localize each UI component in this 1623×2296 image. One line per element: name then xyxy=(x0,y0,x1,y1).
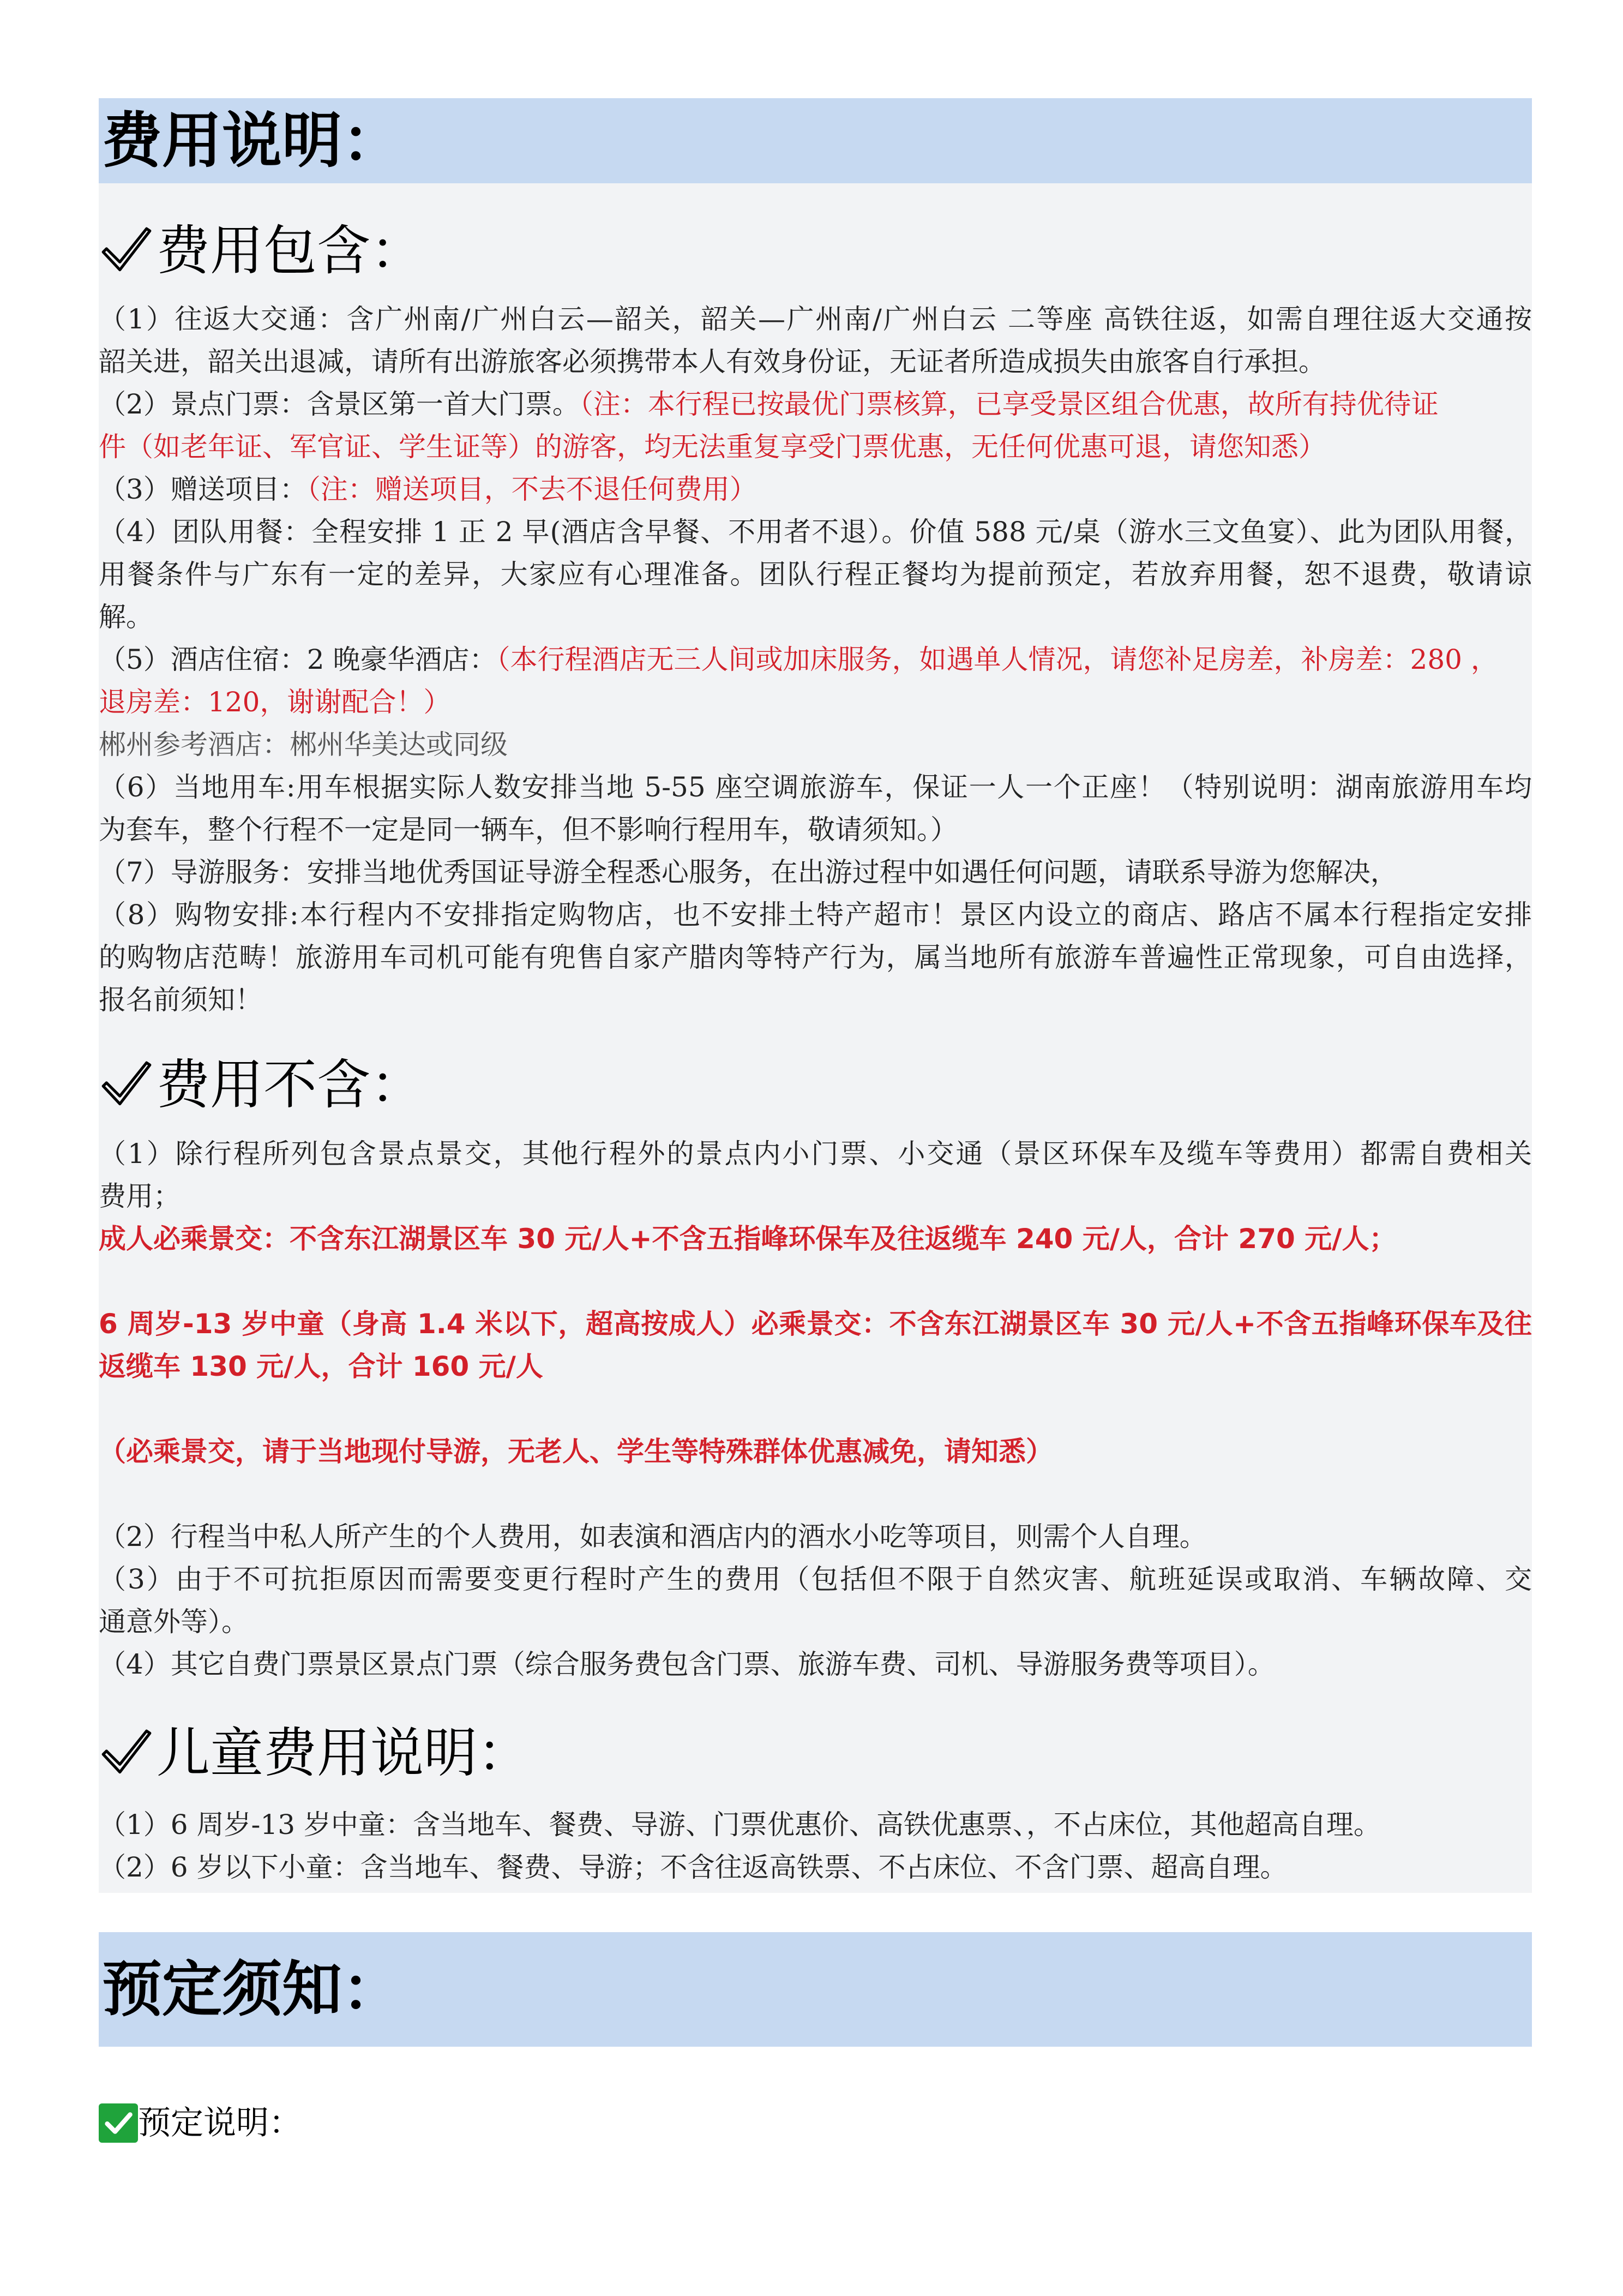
section-title-fees-text: 费用说明： xyxy=(102,106,402,176)
booking-label: 预定说明： xyxy=(138,2104,302,2142)
excluded-line: 费用； xyxy=(99,1180,181,1212)
included-line xyxy=(99,383,1532,425)
excluded-fee-note: （必乘景交，请于当地现付导游，无老人、学生等特殊群体优惠减免，请知悉） xyxy=(99,1436,1053,1467)
checkmark-icon xyxy=(99,1725,154,1781)
included-title: 费用包含： xyxy=(157,220,424,282)
excluded-fee-child: 返缆车 130 元/人，合计 160 元/人 xyxy=(99,1351,543,1382)
excluded-title: 费用不含： xyxy=(157,1054,424,1116)
included-line: 为套车，整个行程不一定是同一辆车，但不影响行程用车，敬请须知。） xyxy=(99,814,958,846)
excluded-line: （4）其它自费门票景区景点门票（综合服务费包含门票、旅游车费、司机、导游服务费等项目）。 xyxy=(99,1648,1275,1680)
included-note: （本行程酒店无三人间或加床服务，如遇单人情况，请您补足房差，补房差：280 ， xyxy=(496,644,1498,675)
included-line: 韶关进，韶关出退减，请所有出游旅客必须携带本人有效身份证，无证者所造成损失由旅客自行承担。 xyxy=(99,346,1326,377)
included-line: 解。 xyxy=(99,601,153,633)
section-title-fees xyxy=(99,98,1532,183)
included-line-text: （5）酒店住宿：2 晚豪华酒店： xyxy=(99,644,497,675)
included-line xyxy=(99,468,1532,511)
excluded-line: （3）由于不可抗拒原因而需要变更行程时产生的费用（包括但不限于自然灾害、航班延误或取消、车辆故障、交 xyxy=(99,1563,1532,1595)
included-note: （注：本行程已按最优门票核算，已享受景区组合优惠，故所有持优待证 xyxy=(579,388,1439,420)
excluded-heading xyxy=(99,1054,424,1116)
included-line xyxy=(99,638,1532,681)
included-line: （4）团队用餐：全程安排 1 正 2 早(酒店含早餐、不用者不退）。价值 588 元/桌（游水三文鱼宴）、此为团队用餐， xyxy=(99,516,1532,548)
included-line-text: （2）景点门票：含景区第一首大门票。 xyxy=(99,388,580,420)
included-note-line: 件（如老年证、军官证、学生证等）的游客，均无法重复享受门票优惠，无任何优惠可退，请您知悉） xyxy=(99,431,1326,463)
checkmark-icon xyxy=(99,223,154,279)
included-line: 用餐条件与广东有一定的差异，大家应有心理准备。团队行程正餐均为提前预定，若放弃用餐，恕不退费，敬请谅 xyxy=(99,559,1532,590)
children-title: 儿童费用说明： xyxy=(157,1722,531,1784)
included-line-text: （3）赠送项目： xyxy=(99,473,307,505)
checkmark-icon xyxy=(99,1057,154,1113)
excluded-line: （2）行程当中私人所产生的个人费用，如表演和酒店内的酒水小吃等项目，则需个人自理。 xyxy=(99,1521,1207,1552)
included-note: （注：赠送项目，不去不退任何费用） xyxy=(306,473,757,505)
children-heading xyxy=(99,1722,531,1784)
excluded-fee-adult: 成人必乘景交：不含东江湖景区车 30 元/人+不含五指峰环保车及往返缆车 240 元/人，合计 270 元/人； xyxy=(99,1223,1397,1255)
excluded-line: （1）除行程所列包含景点景交，其他行程外的景点内小门票、小交通（景区环保车及缆车等费用）都需自费相关 xyxy=(99,1138,1532,1170)
included-line: （1）往返大交通：含广州南/广州白云—韶关，韶关—广州南/广州白云 二等座 高铁往返，如需自理往返大交通按 xyxy=(99,303,1532,335)
booking-heading xyxy=(99,2103,302,2143)
excluded-line: 通意外等）。 xyxy=(99,1606,249,1638)
included-heading xyxy=(99,220,424,282)
included-note-line: 退房差：120，谢谢配合！） xyxy=(99,686,451,718)
section-title-booking xyxy=(99,1932,1532,2047)
included-line: （8）购物安排:本行程内不安排指定购物店，也不安排土特产超市！景区内设立的商店、路店不属本行程指定安排 xyxy=(99,899,1532,931)
section-title-booking-text: 预定须知： xyxy=(102,1955,402,2024)
check-box-icon xyxy=(99,2103,138,2143)
excluded-fee-child: 6 周岁-13 岁中童（身高 1.4 米以下，超高按成人）必乘景交：不含东江湖景区车 30 元/人+不含五指峰环保车及往 xyxy=(99,1308,1532,1340)
hotel-reference: 郴州参考酒店：郴州华美达或同级 xyxy=(99,729,508,760)
children-line: （1）6 周岁-13 岁中童：含当地车、餐费、导游、门票优惠价、高铁优惠票、，不占床位，其他超高自理。 xyxy=(99,1809,1381,1841)
included-line: （7）导游服务：安排当地优秀国证导游全程悉心服务，在出游过程中如遇任何问题，请联系导游为您解决， xyxy=(99,856,1398,888)
children-line: （2）6 岁以下小童：含当地车、餐费、导游；不含往返高铁票、不占床位、不含门票、超高自理。 xyxy=(99,1851,1288,1883)
included-line: （6）当地用车:用车根据实际人数安排当地 5-55 座空调旅游车，保证一人一个正座！（特别说明：湖南旅游用车均 xyxy=(99,771,1532,803)
included-line: 报名前须知！ xyxy=(99,984,262,1016)
included-line: 的购物店范畴！旅游用车司机可能有兜售自家产腊肉等特产行为，属当地所有旅游车普遍性正常现象，可自由选择， xyxy=(99,942,1532,973)
